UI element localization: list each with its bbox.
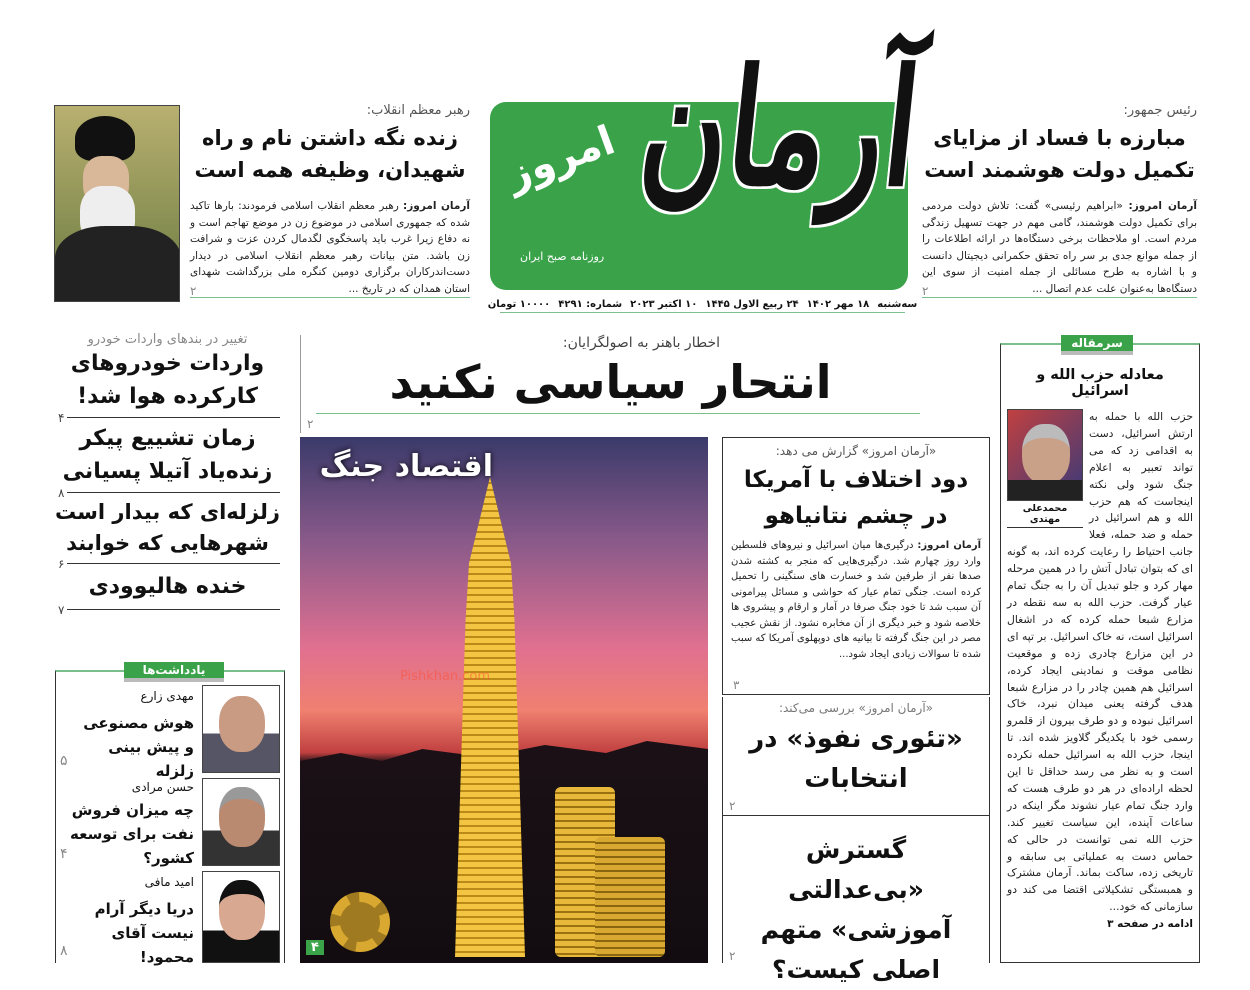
watermark: Pishkhan.com — [400, 669, 491, 684]
headline: زنده نگه داشتن نام و راه شهیدان، وظیفه همه است — [194, 126, 466, 182]
left-column — [55, 332, 280, 617]
author-name: مهدی زارع — [140, 689, 194, 703]
middle-story[interactable] — [722, 815, 990, 984]
main-story[interactable] — [300, 335, 920, 433]
notes-label: یادداشت‌ها — [124, 662, 224, 682]
note-title: چه میزان فروش نفت برای توسعه کشور؟ — [70, 801, 194, 867]
page-ref: ۲ — [729, 799, 736, 813]
left-story[interactable] — [55, 418, 280, 500]
page-ref: ۴ — [55, 411, 67, 425]
page-ref: ۸ — [55, 486, 67, 500]
page-ref: ۸ — [60, 943, 68, 959]
page-ref: ۲ — [922, 284, 929, 298]
author-name: امید مافی — [144, 875, 194, 889]
middle-story[interactable] — [722, 437, 990, 695]
headline: زلزله‌ای که بیدار است شهرهایی که خوابند — [55, 500, 280, 555]
editorial[interactable] — [1000, 336, 1200, 963]
headline: خنده هالیوودی — [88, 574, 247, 599]
story-body — [731, 538, 981, 662]
note-item[interactable] — [60, 778, 280, 868]
headline: «تئوری نفوذ» در انتخابات — [749, 724, 963, 794]
lead: آرمان امروز: — [917, 540, 981, 551]
dateline-day: سه‌شنبه — [877, 298, 918, 310]
lead: آرمان امروز: — [1128, 200, 1198, 212]
masthead-logo — [490, 33, 929, 295]
body-text: «ابراهیم رئیسی» گفت: تلاش دولت مردمی برای تکمیل دولت هوشمند، گامی مهم در جهت تسهیل زندگی مردم است. او ملاحظات برخی دستگاه‌ها در ارائه اطلاعات را از جمله موانع جدی بر سر راه تحقق حکمرانی دیجیتال دانست و با اشاره به طرح مسائلی از جمله امنیت از سوی این دستگاه‌ها به‌عنوان علت عدم اتصال ... — [922, 200, 1197, 295]
main-image[interactable] — [300, 437, 708, 963]
lead: آرمان امروز: — [403, 200, 470, 212]
main-headline: انتحار سیاسی نکنید — [389, 355, 832, 409]
page-ref: ۲ — [729, 949, 736, 963]
dateline-price: ۱۰۰۰۰ تومان — [487, 298, 551, 310]
page-ref: ۵ — [60, 753, 68, 769]
note-title: دریا دیگر آرام نیست آقای محمود! — [94, 900, 194, 966]
kicker: «آرمان امروز» گزارش می دهد: — [775, 444, 937, 458]
note-item[interactable] — [60, 871, 280, 966]
editorial-author — [1007, 409, 1083, 528]
page-ref: ۴ — [306, 940, 324, 955]
note-item[interactable] — [60, 685, 280, 780]
top-left-story[interactable] — [190, 103, 470, 298]
page-ref: ۶ — [55, 557, 67, 571]
author-photo — [1007, 409, 1083, 501]
dateline-lunar: ۲۴ ربیع الاول ۱۴۴۵ — [705, 298, 799, 310]
left-story[interactable] — [55, 347, 280, 425]
headline: مبارزه با فساد از مزایای تکمیل دولت هوشمند است — [924, 126, 1195, 182]
leader-photo — [54, 105, 180, 302]
headline: زمان تشییع پیکر زنده‌یاد آتیلا پسیانی — [62, 426, 273, 484]
author-name: محمدعلی مهتدی — [1007, 501, 1083, 528]
left-story[interactable] — [55, 564, 280, 617]
logo-main-text: آرمان — [633, 33, 929, 222]
dateline-solar: ۱۸ مهر ۱۴۰۲ — [806, 298, 870, 310]
editorial-body: حزب الله با حمله به ارتش اسرائیل، دست به اقدامی زد که می تواند تعبیر به اعلام جنگ شود ولی نکته اینجاست که هم حزب الله و هم اسرائیل در حمله و ضد حمله، فعلا جانب احتیاط را رعایت کرده اند، به گونه ای که بتوان تبادل آتش را در همین مرحله مهار کرد و جلو تبدیل آن را به جنگ تمام عیار گرفت. حزب الله به سه نقطه در مزارع شبعا حمله کرده که در اشغال اسرائیل است، نه خاک اسرائیل. بر تپه ای در این مزارع چادری زده و موقعیت نظامی موقت و نمادینی ایجاد کرده، اسرائیل هم همین چادر را در مزارع شبعا هدف گرفته یعنی میدان نبرد، خاک اسرائیل نبوده و دو طرف بیرون از قلمرو رسمی خود با یکدیگر گلاویز شده اند. تا اینجا، حزب الله به اسرائیل حمله نکرده است و به نظر می رسد حداقل تا این لحظه اراده‌ای در هر دو طرف هست که وارد جنگ تمام عیار نشوند مگر اینکه در ساعات آینده، این سیاست تغییر کند. حزب الله نمی توانست در حالی که حماس دست به عملیاتی بی سابقه و تاریخی زده، ساکت بماند. آرمان مشترک و همبستگی تشکیلاتی اقتضا می کند دو سازمانی که خود... — [1007, 410, 1193, 914]
page-ref: ۴ — [60, 846, 68, 862]
story-body — [190, 198, 470, 298]
body-text: رهبر معظم انقلاب اسلامی فرمودند: بارها تاکید شده که جمهوری اسلامی در موضوع زن در موضع تهاجم است و نه دفاع زیرا غرب باید پاسخگوی لگدمال کردن عزت و شرافت زن باشد. متن بیانات رهبر معظم انقلاب اسلامی در دیدار دست‌اندرکاران برگزاری دومین کنگره ملی بزرگداشت شهدای استان همدان که در تاریخ ... — [190, 200, 470, 295]
top-right-story[interactable] — [922, 103, 1197, 298]
bullet-coin-stack — [455, 477, 525, 957]
author-photo — [202, 871, 280, 963]
page-ref: ۳ — [733, 678, 740, 692]
logo-tagline: روزنامه صبح ایران — [520, 250, 605, 263]
kicker: اخطار باهنر به اصولگرایان: — [562, 335, 720, 351]
dateline — [487, 296, 918, 313]
dateline-issue: شماره: ۴۲۹۱ — [558, 298, 623, 310]
author-photo — [202, 778, 280, 866]
kicker: رهبر معظم انقلاب: — [366, 103, 470, 118]
image-caption: اقتصاد جنگ — [319, 449, 493, 484]
author-photo — [202, 685, 280, 773]
headline: دود اختلاف با آمریکا در چشم نتانیاهو — [743, 467, 969, 529]
body-text: درگیری‌ها میان اسرائیل و نیروهای فلسطین وارد روز چهارم شد. درگیری‌هایی که منجر به کشته شدن صدها نفر از طرفین شد و خسارت های سنگینی را تحمیل کرده است. جنگی تمام عیار که حواشی و مسائل پیرامونی آن سبب شد تا خود جنگ صرفا در آمار و ارقام و پیشروی ها خلاصه شود و خبر دیگری از آن مخابره نشود. از نقش عجیب مصر در این جنگ گرفته تا بیانیه های دوپهلوی آمریکا که سبب شده تا سوالات زیادی ایجاد شود... — [731, 540, 981, 660]
kicker: تغییر در بندهای واردات خودرو — [87, 332, 248, 347]
continued-link[interactable]: ادامه در صفحه ۳ — [1107, 918, 1193, 931]
page-ref: ۲ — [307, 417, 314, 431]
author-name: حسن مرادی — [131, 780, 194, 794]
dateline-gregorian: ۱۰ اکتبر ۲۰۲۳ — [630, 298, 698, 310]
left-story[interactable] — [55, 493, 280, 571]
page-ref: ۲ — [190, 284, 197, 298]
kicker: رئیس جمهور: — [1123, 103, 1197, 118]
kicker: «آرمان امروز» بررسی می‌کند: — [778, 701, 934, 715]
editorial-label: سرمقاله — [1061, 335, 1133, 355]
editorial-headline: معادله حزب الله و اسرائیل — [1036, 367, 1164, 399]
page-ref: ۷ — [55, 603, 67, 617]
headline: گسترش «بی‌عدالتی آموزشی» متهم اصلی کیست؟ — [760, 835, 952, 984]
middle-story[interactable] — [722, 697, 990, 815]
story-body — [922, 198, 1197, 298]
logo-sub: امروز — [500, 117, 621, 199]
headline: واردات خودروهای کارکرده هوا شد! — [70, 351, 265, 409]
note-title: هوش مصنوعی و پیش بینی زلزله — [83, 714, 194, 780]
